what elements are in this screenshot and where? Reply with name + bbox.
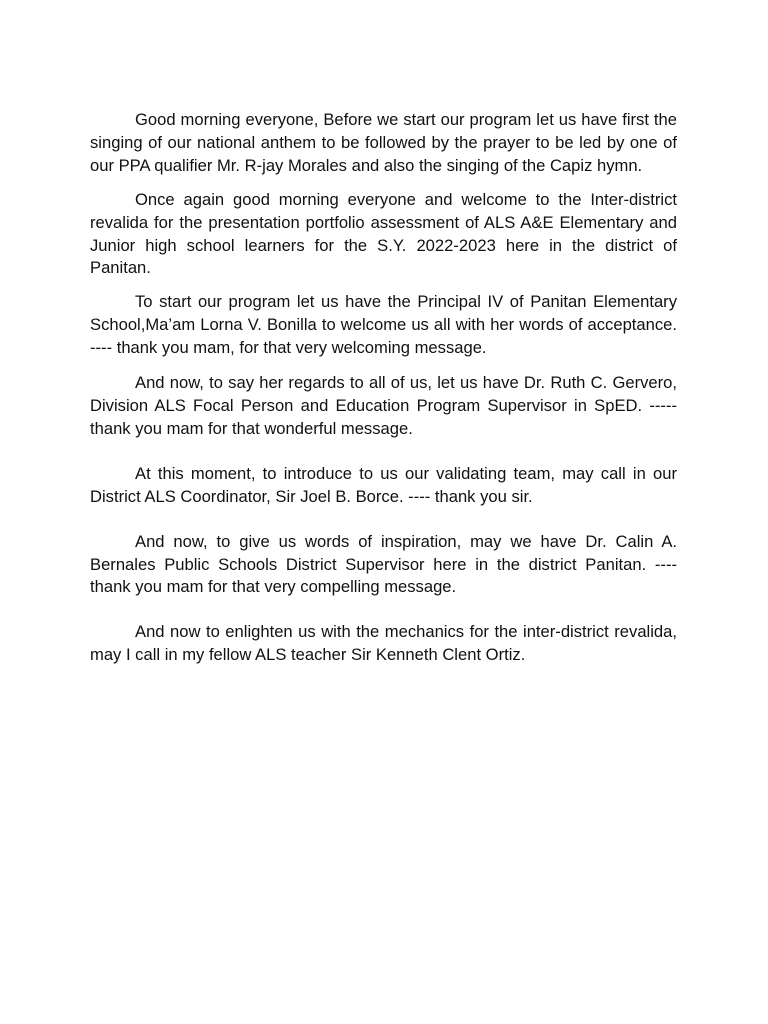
- paragraph-principal: To start our program let us have the Principal IV of Panitan Elementary School,Ma’am Lorna V. Bonilla to welcome us all with her words of acceptance. ---- thank you mam, for that very welcoming message.: [90, 292, 677, 358]
- paragraph-opening: Good morning everyone, Before we start our program let us have first the singing of our national anthem to be followed by the prayer to be led by one of our PPA qualifier Mr. R-jay Morales and also the singing of the Capiz hymn.: [90, 110, 677, 175]
- document-body: [90, 109, 677, 667]
- paragraph-regards: And now, to say her regards to all of us, let us have Dr. Ruth C. Gervero, Division ALS Focal Person and Education Program Supervisor in SpED. ----- thank you mam for that wonderful message.: [90, 373, 677, 438]
- paragraph-validating-team: At this moment, to introduce to us our validating team, may call in our District ALS Coordinator, Sir Joel B. Borce. ---- thank you sir.: [90, 463, 677, 506]
- paragraph-inspiration: And now, to give us words of inspiration, may we have Dr. Calin A. Bernales Public Schools District Supervisor here in the district Panitan. ---- thank you mam for that very compelling message.: [90, 531, 677, 597]
- paragraph-mechanics: And now to enlighten us with the mechanics for the inter-district revalida, may I call in my fellow ALS teacher Sir Kenneth Clent Ortiz.: [90, 622, 677, 665]
- paragraph-welcome: Once again good morning everyone and welcome to the Inter-district revalida for the presentation portfolio assessment of ALS A&E Elementary and Junior high school learners for the S.Y. 2022-2023 here in the district of Panitan.: [90, 189, 677, 278]
